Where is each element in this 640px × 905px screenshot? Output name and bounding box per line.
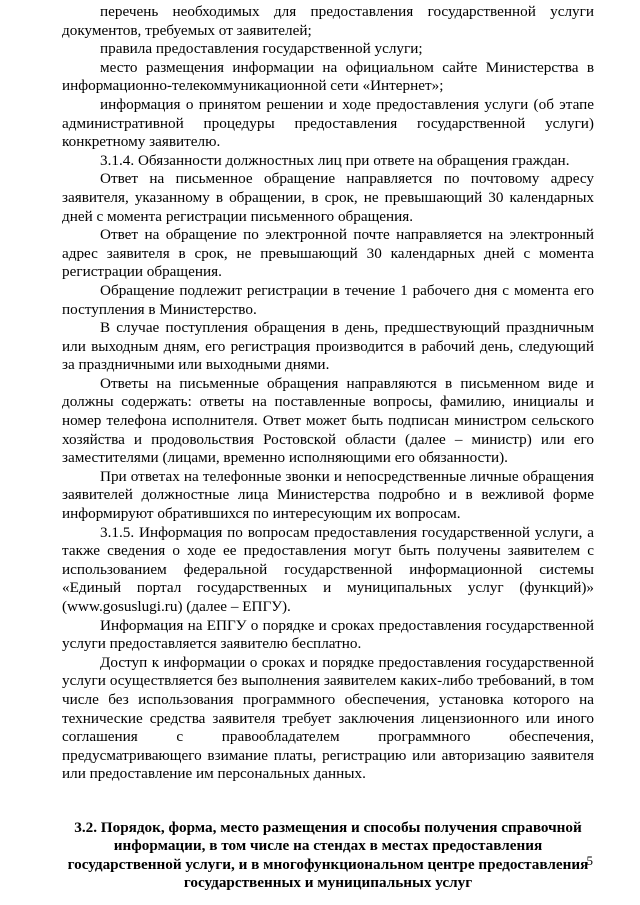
paragraph-reply-content: Ответы на письменные обращения направляются в письменном виде и должны содержать: ответы на поставленные вопросы, фамилию, инициалы и номер телефона исполнителя. Ответ может быть подписан министром сельского хозяйства и продовольствия Ростовской области (далее – министр) или его заместителями (лицами, временно исполняющими его обязанности). (62, 374, 594, 467)
paragraph-phone-calls: При ответах на телефонные звонки и непосредственные личные обращения заявителей должностные лица Министерства подробно и в вежливой форме информируют обратившихся по интересующим их вопросам. (62, 467, 594, 523)
paragraph-email-reply: Ответ на обращение по электронной почте направляется на электронный адрес заявителя в срок, не превышающий 30 календарных дней с момента регистрации обращения. (62, 226, 594, 281)
paragraph-3-1-4: 3.1.4. Обязанности должностных лиц при ответе на обращения граждан. (100, 151, 570, 169)
page-number: 5 (586, 853, 593, 868)
paragraph-epgu-free: Информация на ЕПГУ о порядке и сроках предоставления государственной услуги предоставляется заявителю бесплатно. (62, 616, 594, 653)
paragraph-documents-list: перечень необходимых для предоставления государственной услуги документов, требуемых от заявителей; (62, 3, 594, 39)
paragraph-access-info: Доступ к информации о сроках и порядке предоставления государственной услуги осуществляется без выполнения заявителем каких-либо требований, в том числе без использования программного обеспечения, установка которого на технические средства заявителя требует заключения лицензионного или иного соглашения с правообладателем программного обеспечения, предусматривающего взимание платы, регистрацию или авторизацию заявителя или предоставление им персональных данных. (62, 653, 594, 783)
paragraph-website-info: место размещения информации на официальном сайте Министерства в информационно-телекоммуникационной сети «Интернет»; (62, 58, 594, 95)
paragraph-service-rules: правила предоставления государственной услуги; (100, 40, 423, 58)
paragraph-written-reply: Ответ на письменное обращение направляется по почтовому адресу заявителя, указанному в обращении, в срок, не превышающий 30 календарных дней с момента регистрации письменного обращения. (62, 170, 594, 225)
document-page (62, 3, 594, 893)
section-heading-3-2: 3.2. Порядок, форма, место размещения и способы получения справочной информации, в том числе на стендах в местах предоставления государственной услуги, и в многофункциональном центре предоставления государственных и муниципальных услуг (67, 818, 589, 892)
paragraph-holiday-registration: В случае поступления обращения в день, предшествующий праздничным или выходным дням, его регистрация производится в рабочий день, следующий за праздничными или выходными днями. (62, 319, 594, 374)
paragraph-registration: Обращение подлежит регистрации в течение 1 рабочего дня с момента его поступления в Министерство. (62, 281, 594, 318)
paragraph-decision-info: информация о принятом решении и ходе предоставления услуги (об этапе административной процедуры предоставления государственной услуги) конкретному заявителю. (62, 95, 594, 151)
paragraph-3-1-5: 3.1.5. Информация по вопросам предоставления государственной услуги, а также сведения о ходе ее предоставления могут быть получены заявителем с использованием федеральной государственной информационной системы «Единый портал государственных и муниципальных услуг (функций)» (www.gosuslugi.ru) (далее – ЕПГУ). (62, 523, 594, 615)
